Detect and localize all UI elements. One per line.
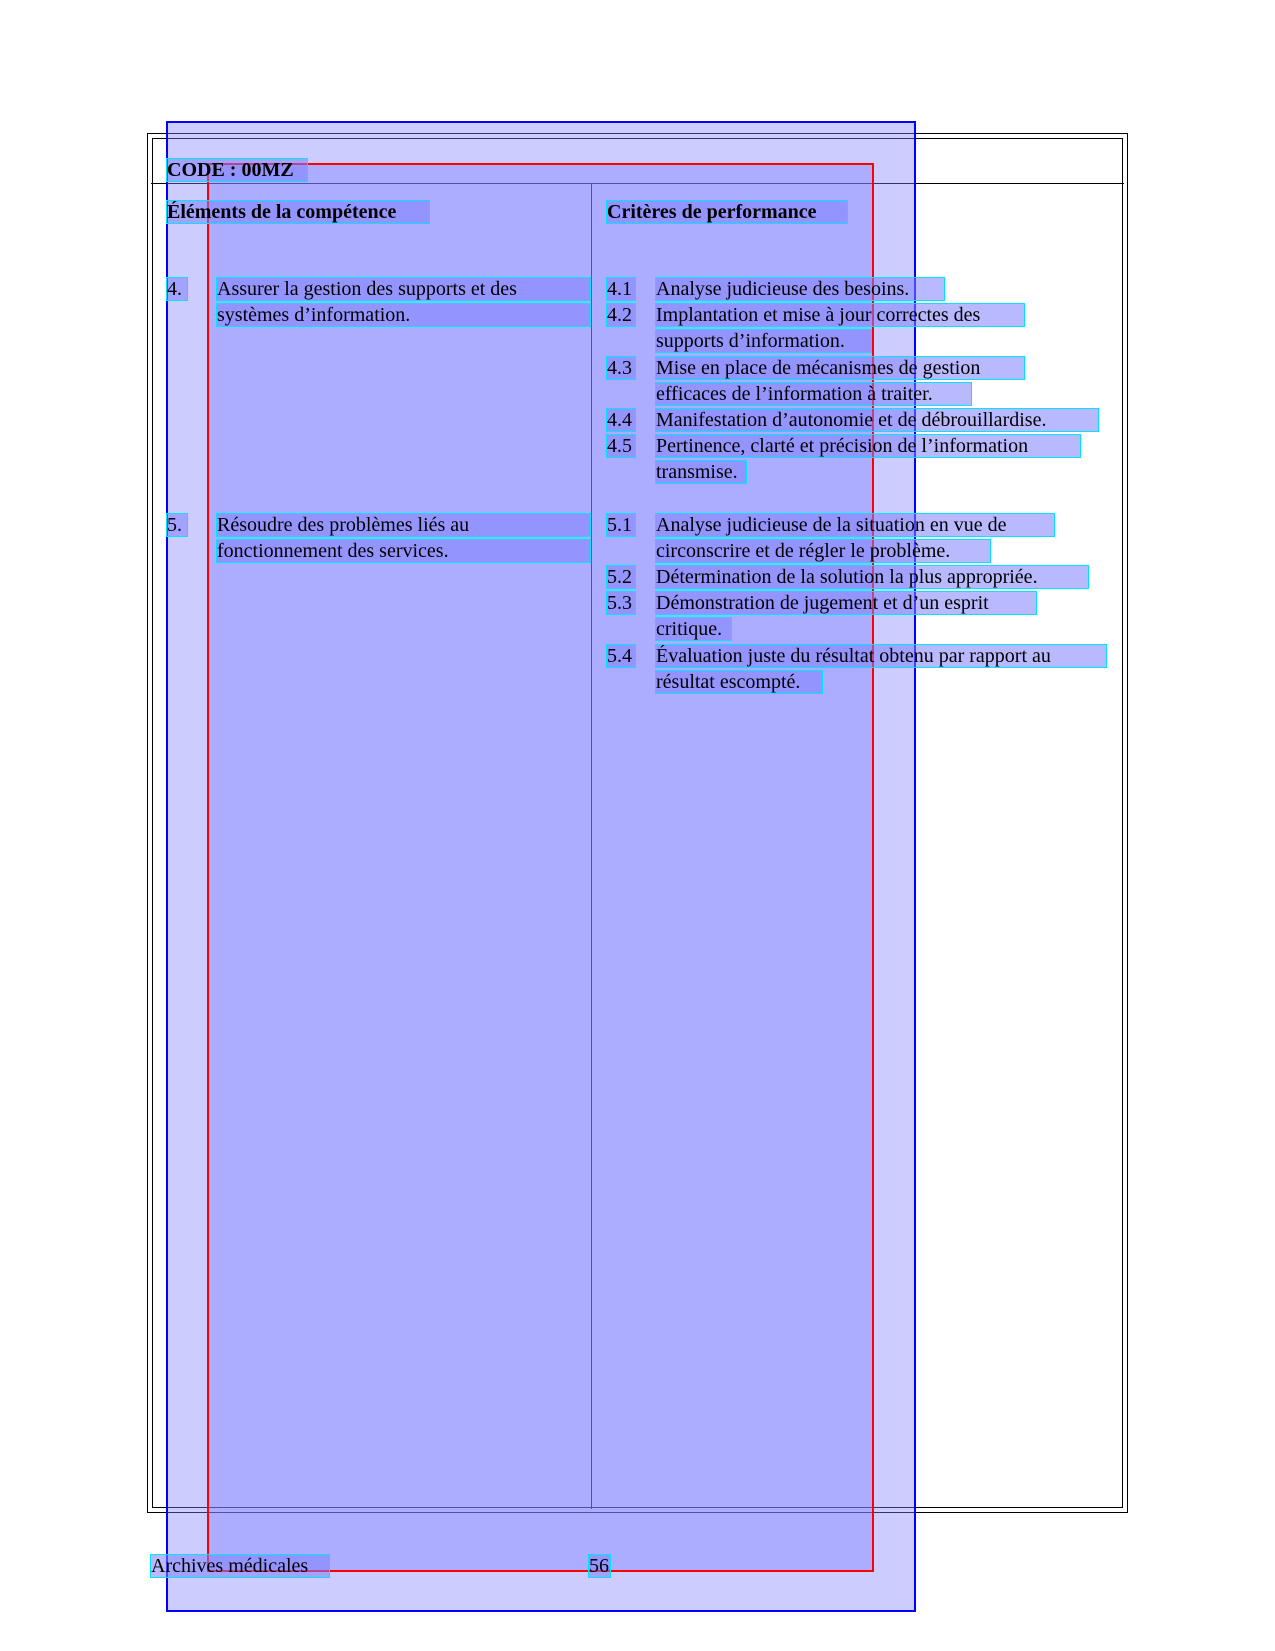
criterion-line: Manifestation d’autonomie et de débrouillardise. xyxy=(656,409,1098,431)
criterion-number: 4.2 xyxy=(607,304,635,326)
element-line: systèmes d’information. xyxy=(217,304,590,326)
criterion-number: 4.1 xyxy=(607,278,635,300)
column-header-elements: Éléments de la compétence xyxy=(167,201,429,223)
element-number: 5. xyxy=(167,514,187,536)
criterion-line: efficaces de l’information à traiter. xyxy=(656,383,971,405)
criterion-number: 4.4 xyxy=(607,409,635,431)
criterion-line: Mise en place de mécanismes de gestion xyxy=(656,357,1024,379)
page-number: 56 xyxy=(589,1555,609,1577)
criterion-number: 5.3 xyxy=(607,592,635,614)
form-frame-inner xyxy=(152,138,1123,1508)
element-number: 4. xyxy=(167,278,187,300)
criterion-number: 5.2 xyxy=(607,566,635,588)
element-line: Résoudre des problèmes liés au xyxy=(217,514,590,536)
criterion-line: circonscrire et de régler le problème. xyxy=(656,540,990,562)
criterion-line: Implantation et mise à jour correctes des xyxy=(656,304,1024,326)
column-divider xyxy=(591,184,592,1509)
criterion-line: transmise. xyxy=(656,461,746,483)
column-header-criteria: Critères de performance xyxy=(607,201,847,223)
criterion-line: Démonstration de jugement et d’un esprit xyxy=(656,592,1036,614)
criterion-line: résultat escompté. xyxy=(656,671,822,693)
criterion-line: Évaluation juste du résultat obtenu par rapport au xyxy=(656,645,1106,667)
code-divider xyxy=(151,183,1124,184)
footer-title: Archives médicales xyxy=(151,1555,329,1577)
criterion-line: Détermination de la solution la plus appropriée. xyxy=(656,566,1088,588)
element-line: fonctionnement des services. xyxy=(217,540,590,562)
criterion-line: critique. xyxy=(656,618,731,640)
criterion-line: Analyse judicieuse de la situation en vue de xyxy=(656,514,1054,536)
code-label: CODE : 00MZ xyxy=(167,159,307,181)
criterion-number: 5.1 xyxy=(607,514,635,536)
criterion-number: 4.5 xyxy=(607,435,635,457)
form-frame xyxy=(147,133,1128,1513)
criterion-number: 5.4 xyxy=(607,645,635,667)
element-line: Assurer la gestion des supports et des xyxy=(217,278,590,300)
criterion-line: Pertinence, clarté et précision de l’information xyxy=(656,435,1080,457)
criterion-line: supports d’information. xyxy=(656,330,871,352)
criterion-line: Analyse judicieuse des besoins. xyxy=(656,278,944,300)
criterion-number: 4.3 xyxy=(607,357,635,379)
